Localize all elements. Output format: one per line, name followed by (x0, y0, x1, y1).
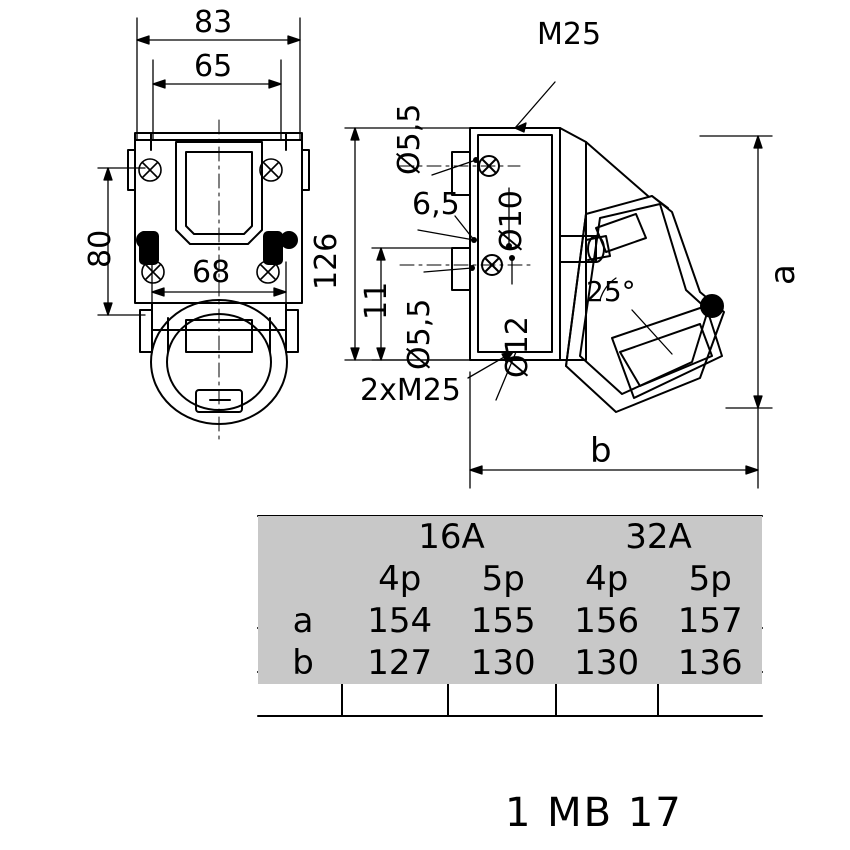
dim-label-11: 11 (359, 281, 394, 320)
table-row-current (258, 516, 762, 558)
dim-label-126: 126 (309, 232, 344, 290)
dim-label-2xM25: 2xM25 (360, 373, 461, 408)
table-header-32A: 32A (625, 517, 692, 557)
table-cell-b-16A-4p: 127 (367, 643, 433, 683)
dim-label-83: 83 (194, 5, 233, 40)
table-header-16A: 16A (418, 517, 485, 557)
dim-label-a: a (763, 264, 803, 285)
table-row-poles (258, 558, 762, 600)
table-cell-a-32A-5p: 157 (677, 601, 743, 641)
dim-label-d12: Ø12 (500, 316, 535, 378)
table-header-16A-5p: 5p (481, 559, 525, 599)
table-cell-a-32A-4p: 156 (574, 601, 640, 641)
dim-label-M25: M25 (537, 17, 602, 52)
dim-label-d10: Ø10 (494, 190, 529, 252)
dim-label-b: b (590, 431, 612, 471)
leader-d12 (509, 255, 515, 284)
dim-b (470, 372, 758, 488)
dim-label-25deg: 25° (586, 275, 636, 308)
dim-label-d55-lower: Ø5,5 (402, 298, 437, 370)
table-cell-b-32A-5p: 136 (677, 643, 743, 683)
table-header-32A-4p: 4p (585, 559, 629, 599)
table-cell-b-32A-4p: 130 (574, 643, 640, 683)
dimension-table (258, 516, 762, 684)
dim-label-6-5: 6,5 (412, 187, 460, 222)
table-row-b (258, 642, 762, 684)
table-cell-b-16A-5p: 130 (470, 643, 536, 683)
dim-label-68: 68 (192, 255, 231, 290)
table-header-32A-5p: 5p (688, 559, 732, 599)
table-cell-a-16A-4p: 154 (367, 601, 433, 641)
dim-label-d55-upper: Ø5,5 (392, 103, 427, 175)
part-code: 1 MB 17 (505, 790, 683, 836)
dim-a (700, 136, 772, 408)
leader-d55-lower (424, 265, 475, 272)
table-row-label-b: b (292, 643, 314, 683)
table-cell-a-16A-5p: 155 (470, 601, 536, 641)
table-row-label-a: a (292, 601, 314, 641)
dim-label-65: 65 (194, 49, 233, 84)
table-row-a (258, 600, 762, 642)
leader-M25 (515, 82, 555, 132)
dim-label-80: 80 (83, 229, 118, 268)
table-header-16A-4p: 4p (378, 559, 422, 599)
table-empty-cell (258, 558, 348, 600)
table-corner-cell (258, 516, 348, 558)
